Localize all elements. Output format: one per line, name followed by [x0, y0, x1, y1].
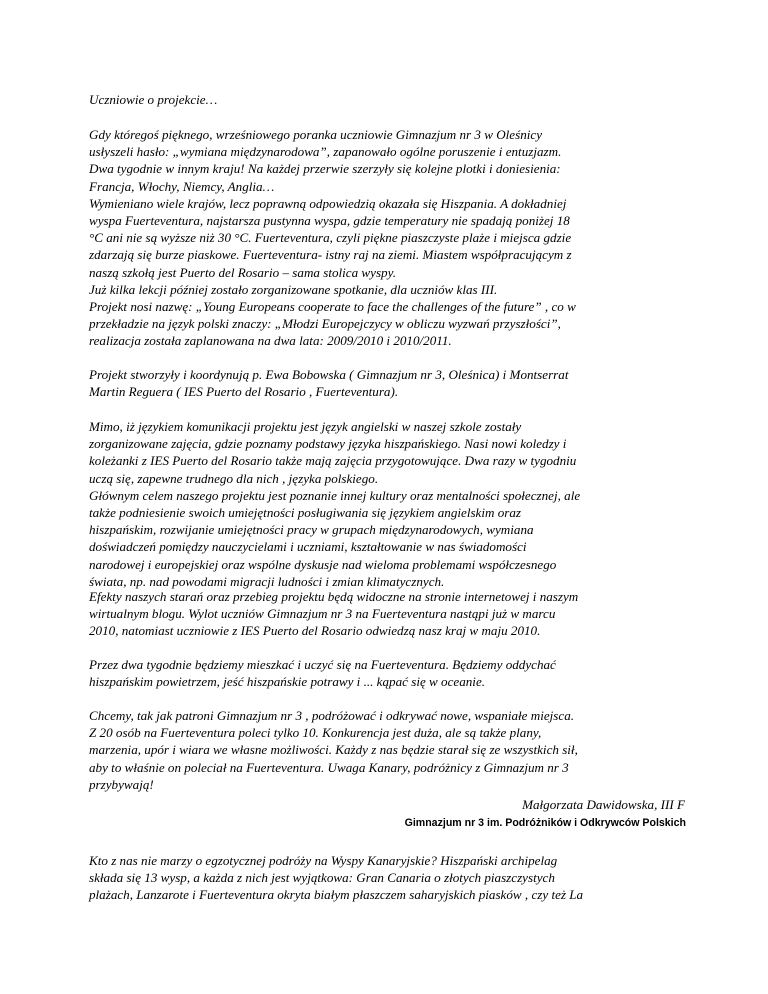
- text-line: hiszpańskim, rozwijanie umiejętności pracy w grupach międzynarodowych, wymiana: [89, 522, 534, 538]
- text-line: aby to właśnie on poleciał na Fuerteventura. Uwaga Kanary, podróżnicy z Gimnazjum nr 3: [89, 759, 569, 775]
- text-line: wyspa Fuerteventura, najstarsza pustynna wyspa, gdzie temperatury nie spadają poniżej 18: [89, 213, 570, 229]
- text-line: Wymieniano wiele krajów, lecz poprawną odpowiedzią okazała się Hiszpania. A dokładniej: [89, 195, 567, 211]
- text-line: składa się 13 wysp, a każda z nich jest wyjątkowa: Gran Canaria o złotych piaszczystych: [89, 870, 555, 886]
- paragraph-effects: [89, 588, 689, 640]
- school-name: Gimnazjum nr 3 im. Podróżników i Odkrywców Polskich: [404, 817, 686, 829]
- text-line: 2010, natomiast uczniowie z IES Puerto del Rosario odwiedzą nasz kraj w maju 2010.: [89, 623, 541, 639]
- text-line: Projekt nosi nazwę: „Young Europeans cooperate to face the challenges of the future” , co w: [89, 299, 576, 315]
- text-line: Przez dwa tygodnie będziemy mieszkać i uczyć się na Fuerteventura. Będziemy oddychać: [89, 657, 556, 672]
- text-line: także podniesienie swoich umiejętności posługiwania się językiem angielskim oraz: [89, 505, 522, 521]
- text-line: Kto z nas nie marzy o egzotycznej podróży na Wyspy Kanaryjskie? Hiszpański archipelag: [89, 853, 558, 868]
- text-line: świata, np. nad powodami migracji ludności i zmian klimatycznych.: [89, 573, 445, 589]
- paragraph-canary-islands: [89, 852, 689, 904]
- text-line: realizacja została zaplanowana na dwa lata: 2009/2010 i 2010/2011.: [89, 333, 452, 349]
- author-name: Małgorzata Dawidowska, III F: [522, 797, 685, 812]
- section-heading: Uczniowie o projekcie…: [89, 92, 218, 107]
- text-line: Francja, Włochy, Niemcy, Anglia…: [89, 178, 275, 194]
- text-line: marzenia, upór i wiara we własne możliwości. Każdy z nas będzie starał się ze wszystkich sił,: [89, 742, 578, 758]
- text-line: Gdy któregoś pięknego, wrześniowego poranka uczniowie Gimnazjum nr 3 w Oleśnicy: [89, 127, 543, 142]
- text-line: Martin Reguera ( IES Puerto del Rosario , Fuerteventura).: [89, 384, 399, 400]
- text-line: Chcemy, tak jak patroni Gimnazjum nr 3 , podróżować i odkrywać nowe, wspaniałe miejsca.: [89, 708, 575, 723]
- paragraph-ambitions: [89, 707, 689, 793]
- text-line: Już kilka lekcji później zostało zorganizowane spotkanie, dla uczniów klas III.: [89, 281, 498, 297]
- text-line: Mimo, iż językiem komunikacji projektu jest język angielski w naszej szkole zostały: [89, 419, 522, 434]
- text-line: plażach, Lanzarote i Fuerteventura okryta białym płaszczem saharyjskich piasków , czy też La: [89, 887, 584, 903]
- text-line: uczą się, zapewne trudnego dla nich , języka polskiego.: [89, 470, 379, 486]
- text-line: Dwa tygodnie w innym kraju! Na każdej przerwie szerzyły się kolejne plotki i doniesienia:: [89, 161, 561, 177]
- paragraph-coordinators: [89, 366, 689, 400]
- text-line: przekładzie na język polski znaczy: „Młodzi Europejczycy w obliczu wyzwań przyszłości”,: [89, 316, 561, 332]
- text-line: koleżanki z IES Puerto del Rosario także mają zajęcia przygotowujące. Dwa razy w tygodniu: [89, 453, 577, 469]
- text-line: Z 20 osób na Fuerteventura poleci tylko 10. Konkurencja jest duża, ale są także plany,: [89, 725, 542, 741]
- text-line: Efekty naszych starań oraz przebieg projektu będą widoczne na stronie internetowej i naszym: [89, 589, 579, 604]
- text-line: przybywają!: [89, 776, 154, 792]
- paragraph-intro: [89, 126, 689, 350]
- text-line: °C ani nie są wyższe niż 30 °C. Fuerteventura, czyli piękne piaszczyste plaże i miejsca gdzie: [89, 230, 572, 246]
- text-line: naszą szkołą jest Puerto del Rosario – sama stolica wyspy.: [89, 264, 396, 280]
- text-line: zorganizowane zajęcia, gdzie poznamy podstawy języka hiszpańskiego. Nasi nowi koledzy i: [89, 436, 567, 452]
- paragraph-lessons: [89, 418, 689, 590]
- author-signature: [420, 796, 685, 813]
- text-line: zdarzają się burze piaskowe. Fuerteventura- istny raj na ziemi. Miastem współpracującym z: [89, 247, 572, 263]
- text-line: Projekt stworzyły i koordynują p. Ewa Bobowska ( Gimnazjum nr 3, Oleśnica) i Montserrat: [89, 367, 569, 382]
- text-line: wirtualnym blogu. Wylot uczniów Gimnazjum nr 3 na Fuerteventura nastąpi już w marcu: [89, 606, 556, 622]
- paragraph-stay: [89, 656, 689, 690]
- text-line: hiszpańskim powietrzem, jeść hiszpańskie potrawy i ... kąpać się w oceanie.: [89, 674, 486, 690]
- text-line: narodowej i europejskiej oraz wspólne dyskusje nad wieloma problemami współczesnego: [89, 556, 557, 572]
- text-line: Głównym celem naszego projektu jest poznanie innej kultury oraz mentalności społecznej, ale: [89, 487, 581, 503]
- text-line: doświadczeń pomiędzy nauczycielami i uczniami, kształtowanie w nas świadomości: [89, 539, 527, 555]
- text-line: usłyszeli hasło: „wymiana międzynarodowa”, zapanowało ogólne poruszenie i entuzjazm.: [89, 144, 562, 160]
